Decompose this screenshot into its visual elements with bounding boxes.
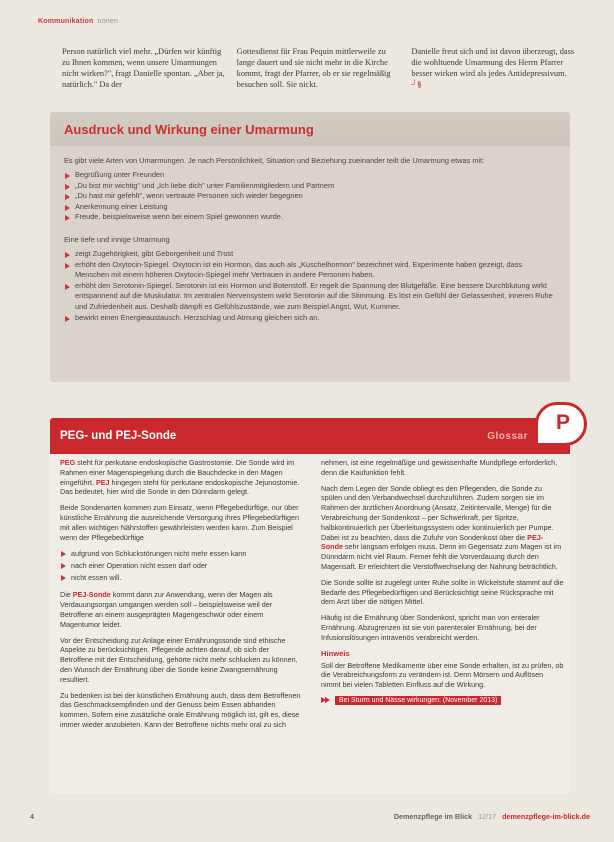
glossary-box: [50, 418, 570, 794]
list-item: nicht essen will.: [60, 572, 303, 584]
cross-reference[interactable]: [321, 696, 564, 705]
article-column-3-text: Danielle freut sich und ist davon überzeugt, dass die wohltuende Umarmung des Herrn Pfarrer besser wirken wird als jedes Antidepressivum.: [411, 47, 575, 78]
list-item: bewirkt einen Energieaustausch. Herzschlag und Atmung gleichen sich an.: [64, 313, 558, 324]
hug-meaning-list: [64, 170, 558, 223]
hug-box-intro: Es gibt viele Arten von Umarmungen. Je nach Persönlichkeit, Situation und Beziehung zueinander teilt die Umarmung etwas mit:: [64, 156, 485, 165]
glossary-title: PEG- und PEJ-Sonde: [60, 430, 177, 442]
kicker-label: Kommunikation: [38, 18, 94, 25]
term-pej: PEJ: [95, 477, 110, 487]
term-pej-sonde: PEJ-Sonde: [321, 532, 544, 552]
end-mark: ┘§: [411, 80, 422, 89]
paragraph-text: kommt dann zur Anwendung, wenn der Magen als Verdauungsorgan umgangen werden soll – beispielsweise weil der Betroffene an einem ausgeprägten Magengeschwür oder einem Magentumor leidet.: [60, 590, 273, 629]
hug-box-body: [50, 146, 570, 323]
double-arrow-icon: [321, 696, 331, 704]
hug-box-title: Ausdruck und Wirkung einer Umarmung: [64, 122, 314, 137]
hug-info-box: [50, 112, 570, 382]
glossary-paragraph: Die Sonde sollte ist zugelegt unter Ruhe sollte in Wickelstufe stammt auf die Bedarfe des Pflegebedürftigen und Berücksichtigt seine Rücksprache mit dem Arzt über die nötigen Mittel.: [321, 577, 564, 607]
article-column-3: [411, 46, 576, 90]
list-item: erhöht den Oxytocin-Spiegel. Oxytocin ist ein Hormon, das auch als „Kuschelhormon" bezeichnet wird. Experimente haben gezeigt, dass Menschen mit einem höheren Oxytocin-Spiegel mehr Vertrauen in andere Personen haben.: [64, 260, 558, 281]
hug-box-header: [50, 112, 570, 146]
paragraph-text: hingegen steht für perkutane endoskopische Jejunostomie. Das bedeutet, hier wird die Sonde in den Dünndarm gelegt.: [60, 477, 300, 497]
issue-number: 12/17: [478, 812, 497, 821]
article-column-2: Gottesdienst für Frau Pequin mittlerweile zu lange dauert und sie nicht mehr in die Kirche kommt, fragt der Pfarrer, ob er sie regelmäßig besuchen soll. Sie nickt.: [236, 47, 391, 89]
footer-right: [394, 812, 590, 821]
magazine-name: Demenzpflege im Blick: [393, 812, 473, 821]
indication-list: [60, 548, 303, 584]
hint-paragraph: Soll der Betroffene Medikamente über eine Sonde erhalten, ist zu prüfen, ob die Verabreichungsform zu verändern ist. Denn Mörsern und Auflösen nimmt bei vielen Tabletten Einfluss auf die Wirkung.: [321, 660, 564, 690]
paragraph-text: Nach dem Legen der Sonde obliegt es den Pflegenden, die Sonde zu spülen und den Verbandwechsel durchzuführen. Zudem sorgen sie im Rahmen der ärztlichen Anordnung (Ansatz, Zeitintervalle, Menge) für die Verabreichung der Sondenkost – per Schwerkraft, per Spritze, halbkontinuierlich per Überleitungssystem oder kontinuierlich per Pumpe. Dabei ist zu beachten, dass die Zufuhr von Sondenkost über die: [321, 483, 554, 542]
list-item: zeigt Zugehörigkeit, gibt Geborgenheit und Trost: [64, 249, 558, 260]
paragraph-text: sehr langsam erfolgen muss. Denn im Gegensatz zum Magen ist im Dünndarm nicht viel Raum. Ferner fehlt die Vorverdauung durch den Magensaft. Er erleichtert die Verstoffwechselung der Nahrung beträchtlich.: [321, 542, 562, 571]
glossary-paragraph: [60, 458, 303, 497]
glossary-label: Glossar: [487, 431, 528, 442]
glossary-paragraph: Zu bedenken ist bei der künstlichen Ernährung auch, dass dem Betroffenen das Geschmacksempfinden und der Genuss beim Essen abhanden kommen. Sofern eine zusätzliche orale Ernährung möglich ist, gilt es, diese immer wieder anzubieten. Kann der Betroffene nichts mehr oral zu sich: [60, 690, 301, 729]
term-pej-sonde: PEJ-Sonde: [72, 590, 111, 600]
list-item: „Du bist mir wichtig" und „Ich liebe dich" unter Familienmitgliedern und Partnern: [64, 181, 558, 192]
glossary-paragraph: Vor der Entscheidung zur Anlage einer Ernährungssonde sind ethische Aspekte zu berücksichtigen. Pflegende achten darauf, ob sich der Betroffene mit der Entscheidung, gehörte nicht mehr schlucken zu können, den Wunsch der Ernährung über die Sonde keine Zwangsernährung resultiert.: [60, 635, 298, 684]
glossary-paragraph: [60, 590, 303, 629]
glossary-paragraph: Beide Sondenarten kommen zum Einsatz, wenn Pflegebedürftige, nur über künstliche Ernährung die ausreichende Versorgung ihres Pflegebedürftigen mit allen wichtigen Nährstoffen gewährleisten werden kann. Zum Beispiel wenn der Pflegebedürftige: [60, 503, 299, 542]
glossary-paragraph: nehmen, ist eine regelmäßige und gewissenhafte Mundpflege erforderlich, denn die Kaufunktion fehlt.: [321, 458, 558, 477]
hug-effect-list: [64, 249, 558, 323]
glossary-p-badge: [535, 402, 587, 446]
hint-heading: Hinweis: [321, 648, 350, 658]
glossary-header: [50, 418, 570, 454]
paragraph-text: Die: [60, 590, 73, 600]
term-peg: PEG: [60, 458, 76, 467]
list-item: Freude, beispielsweise wenn bei einem Spiel gewonnen wurde.: [64, 212, 558, 223]
glossary-paragraph: [321, 484, 564, 572]
glossary-column-1: [60, 458, 303, 736]
list-item: nach einer Operation nicht essen darf oder: [60, 560, 303, 572]
glossary-column-2: [321, 458, 564, 736]
list-item: Anerkennung einer Leistung: [64, 202, 558, 213]
glossary-columns: [60, 458, 565, 736]
section-kicker: [38, 18, 118, 25]
paragraph-text: steht für perkutane endoskopische Gastrostomie. Die Sonde wird im Rahmen einer Magenspiegelung durch die Bauchdecke in den Magen eingeführt.: [60, 458, 295, 487]
website-link[interactable]: demenzpflege-im-blick.de: [502, 812, 590, 821]
list-item: erhöht den Serotonin-Spiegel. Serotonin ist ein Hormon und Botenstoff. Er regelt die Spannung der Blutgefäße. Eine bessere Durchblutung wirkt entspannend auf die Muskulatur. Im zentralen Nervensystem wirkt Serotonin auf die Stimmung. Es löst ein Gefühl der Gelassenheit, inneren Ruhe und Zufriedenheit aus. Deshalb dämpft es Gefühlszustände, wie zum Beispiel Angst, Wut, Kummer.: [64, 281, 558, 313]
article-continuation: [62, 46, 576, 90]
cross-reference-text[interactable]: Bei Sturm und Nässe wirkungen: (November 2013): [335, 696, 501, 705]
list-item: Begrüßung unter Freunden: [64, 170, 558, 181]
article-column-1: Person natürlich viel mehr. „Dürfen wir künftig zu Ihnen kommen, wenn unsere Umarmungen nicht wirken?", fragt Danielle spontan. „Aber ja, natürlich." Da der: [62, 47, 225, 89]
page-number: 4: [30, 812, 34, 821]
kicker-sublabel: nonen: [97, 18, 119, 25]
glossary-paragraph: Häufig ist die Ernährung über Sondenkost, spricht man von enteraler Ernährung. Abzugrenzen ist sie von parenteraler Ernährung, bei der Infusionslösungen intravenös verabreicht werden.: [321, 613, 540, 642]
list-item: aufgrund von Schluckstörungen nicht mehr essen kann: [60, 548, 303, 560]
badge-letter: P: [556, 411, 571, 434]
hug-box-intro-2: Eine tiefe und innige Umarmung: [64, 234, 170, 244]
list-item: „Du hast mir gefehlt", wenn vertraute Personen sich wieder begegnen: [64, 191, 558, 202]
